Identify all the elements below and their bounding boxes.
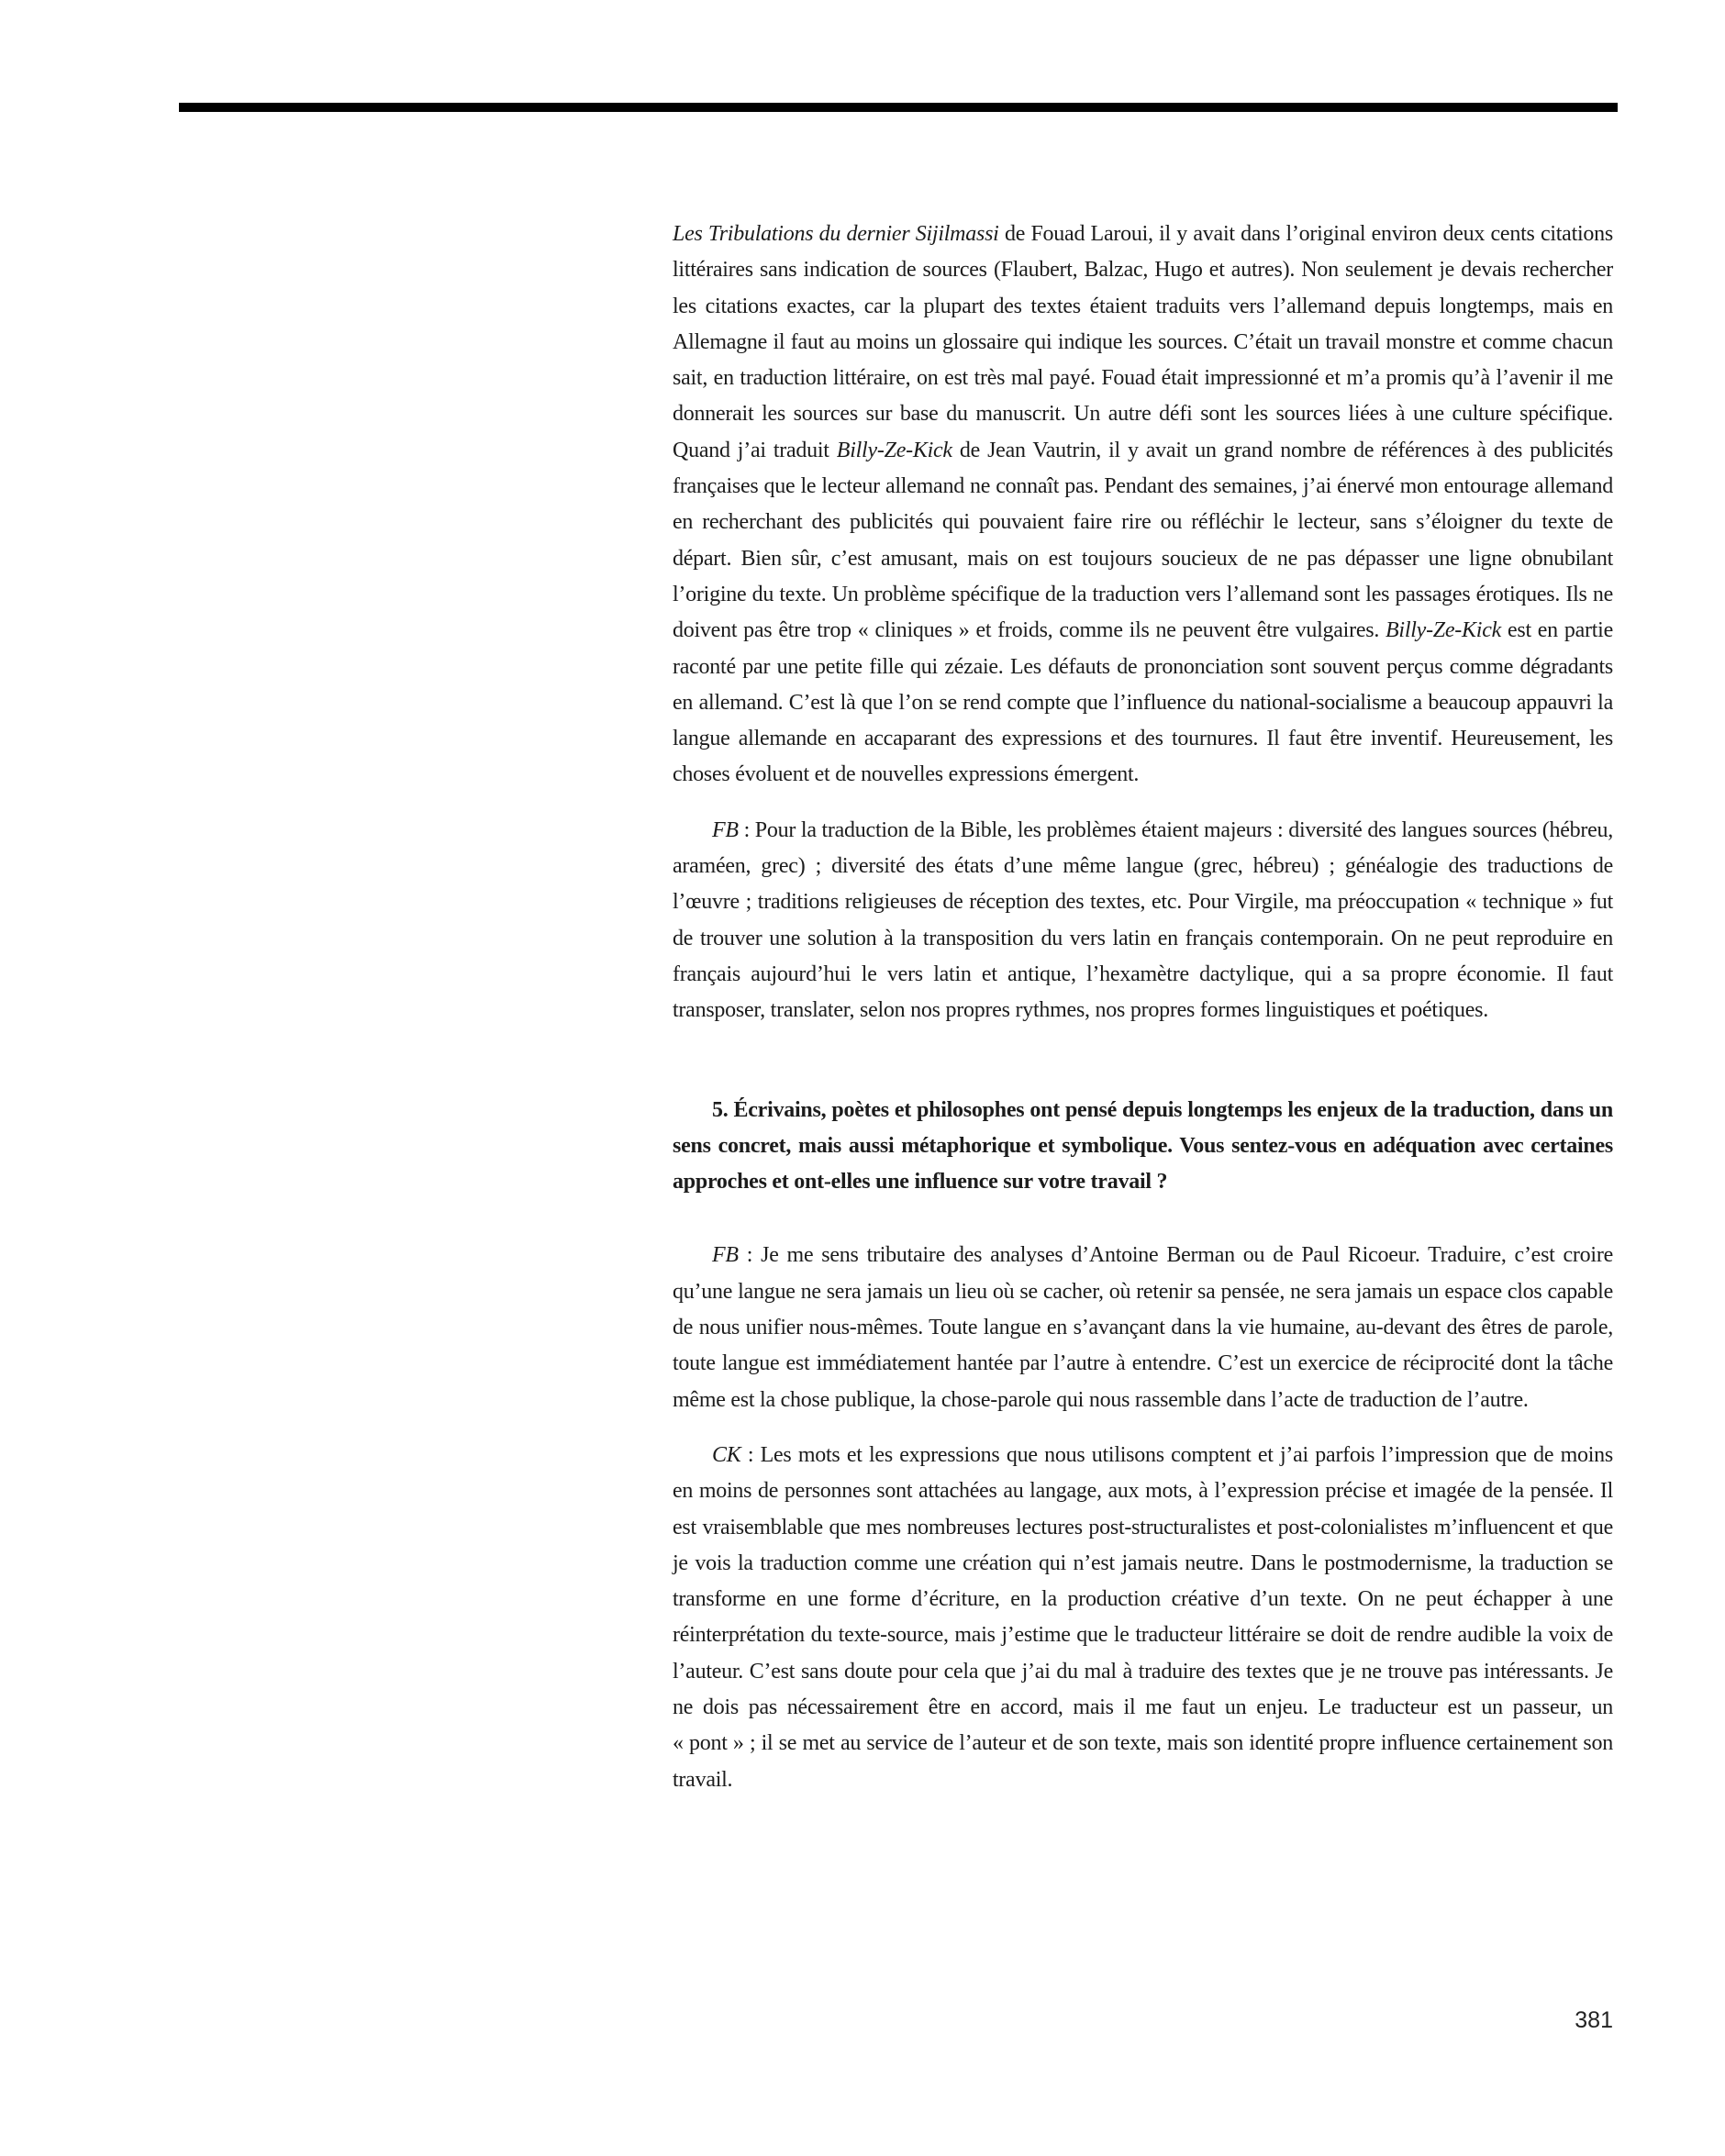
italic-text-run: FB bbox=[712, 817, 739, 842]
italic-text-run: Billy-Ze-Kick bbox=[836, 438, 952, 462]
body-paragraph bbox=[673, 1438, 1613, 1798]
text-run: : Pour la traduction de la Bible, les problèmes étaient majeurs : diversité des langues sources (hébreu, araméen, grec) ; diversité des états d’une même langue (grec, hébreu) ; généalogie des traductions de l’œuvre ; traditions religieuses de réception des textes, etc. Pour Virgile, ma préoccupation « technique » fut de trouver une solution à la transposition du vers latin en français contemporain. On ne peut reproduire en français aujourd’hui le vers latin et antique, l’hexamètre dactylique, qui a sa propre économie. Il faut transposer, translater, selon nos propres rythmes, nos propres formes linguistiques et poétiques. bbox=[673, 817, 1613, 1023]
body-paragraph bbox=[673, 217, 1613, 794]
header-rule bbox=[179, 103, 1618, 112]
body-paragraph bbox=[673, 1238, 1613, 1417]
text-run: 5. Écrivains, poètes et philosophes ont pensé depuis longtemps les enjeux de la traduction, dans un sens concret, mais aussi métaphorique et symbolique. Vous sentez-vous en adéquation avec certaines approches et ont-elles une influence sur votre travail ? bbox=[673, 1097, 1613, 1195]
text-column bbox=[673, 217, 1613, 1798]
text-run: : Les mots et les expressions que nous utilisons comptent et j’ai parfois l’impression que de moins en moins de personnes sont attachées au langage, aux mots, à l’expression précise et imagée de la pensée. Il est vraisemblable que mes nombreuses lectures post-structuralistes et post-colonialistes m’influencent et que je vois la traduction comme une création qui n’est jamais neutre. Dans le postmodernisme, la traduction se transforme en une forme d’écriture, en la production créative d’un texte. On ne peut échapper à une réinterprétation du texte-source, mais j’estime que le traducteur littéraire se doit de rendre audible la voix de l’auteur. C’est sans doute pour cela que j’ai du mal à traduire des textes que je ne trouve pas intéressants. Je ne dois pas nécessairement être en accord, mais il me faut un enjeu. Le traducteur est un passeur, un « pont » ; il se met au service de l’auteur et de son texte, mais son identité propre influence certainement son travail. bbox=[673, 1442, 1613, 1792]
text-run: : Je me sens tributaire des analyses d’Antoine Berman ou de Paul Ricoeur. Traduire, c’est croire qu’une langue ne sera jamais un lieu où se cacher, où retenir sa pensée, ne sera jamais un espace clos capable de nous unifier nous-mêmes. Toute langue en s’avançant dans la vie humaine, au-devant des êtres de parole, toute langue est immédiatement hantée par l’autre à entendre. C’est un exercice de réciprocité dont la tâche même est la chose publique, la chose-parole qui nous rassemble dans l’acte de traduction de l’autre. bbox=[673, 1243, 1613, 1412]
page-number: 381 bbox=[1575, 2007, 1613, 2033]
italic-text-run: Billy-Ze-Kick bbox=[1386, 618, 1502, 643]
italic-text-run: FB bbox=[712, 1243, 739, 1268]
text-run: de Jean Vautrin, il y avait un grand nombre de références à des publicités françaises que le lecteur allemand ne connaît pas. Pendant des semaines, j’ai énervé mon entourage allemand en recherchant des publicités qui pouvaient faire rire ou réfléchir le lecteur, sans s’éloigner du texte de départ. Bien sûr, c’est amusant, mais on est toujours soucieux de ne pas dépasser une ligne obnubilant l’origine du texte. Un problème spécifique de la traduction vers l’allemand sont les passages érotiques. Ils ne doivent pas être trop « cliniques » et froids, comme ils ne peuvent être vulgaires. bbox=[673, 438, 1614, 643]
question-heading bbox=[673, 1093, 1613, 1201]
italic-text-run: CK bbox=[712, 1442, 741, 1467]
text-run: est en partie raconté par une petite fille qui zézaie. Les défauts de prononciation sont souvent perçus comme dégradants en allemand. C’est là que l’on se rend compte que l’influence du national-socialisme a beaucoup appauvri la langue allemande en accaparant des expressions et des tournures. Il faut être inventif. Heureusement, les choses évoluent et de nouvelles expressions émergent. bbox=[673, 618, 1613, 787]
body-paragraph bbox=[673, 813, 1613, 1029]
italic-text-run: Les Tribulations du dernier Sijilmassi bbox=[673, 222, 999, 246]
text-run: de Fouad Laroui, il y avait dans l’original environ deux cents citations littéraires sans indication de sources (Flaubert, Balzac, Hugo et autres). Non seulement je devais rechercher les citations exactes, car la plupart des textes étaient traduits vers l’allemand depuis longtemps, mais en Allemagne il faut au moins un glossaire qui indique les sources. C’était un travail monstre et comme chacun sait, en traduction littéraire, on est très mal payé. Fouad était impressionné et m’a promis qu’à l’avenir il me donnerait les sources sur base du manuscrit. Un autre défi sont les sources liées à une culture spécifique. Quand j’ai traduit bbox=[673, 222, 1614, 462]
